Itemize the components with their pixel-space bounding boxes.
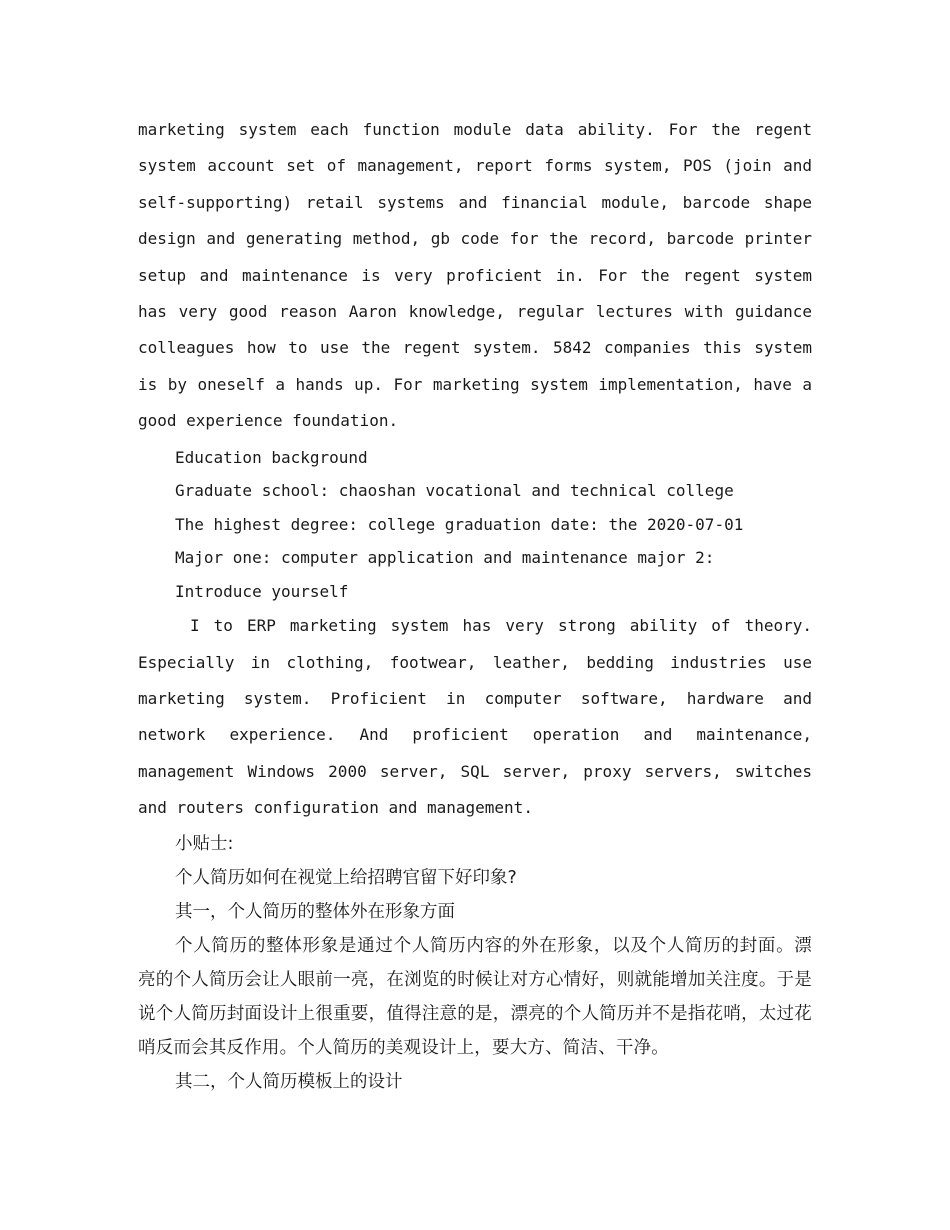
- education-major: Major one: computer application and maintenance major 2:: [175, 548, 715, 568]
- tips-question: 个人简历如何在视觉上给招聘官留下好印象?: [175, 867, 517, 888]
- intro-heading: Introduce yourself: [175, 581, 349, 601]
- intro-paragraph: I to ERP marketing system has very strong ability of theory. Especially in clothing, footwear, leather, bedding industries use marketing system. Proficient in computer software, hardware and network experience. And proficient operation and maintenance, management Windows 2000 server, SQL server, proxy servers, switches and routers configuration and management.: [138, 616, 812, 818]
- tips-point2-title: 其二，个人简历模板上的设计: [175, 1071, 403, 1092]
- tips-label: 小贴士:: [175, 833, 234, 854]
- education-heading: Education background: [175, 447, 368, 467]
- education-school: Graduate school: chaoshan vocational and technical college: [175, 481, 734, 501]
- page-content: [138, 112, 812, 1099]
- education-degree: The highest degree: college graduation date: the 2020-07-01: [175, 514, 744, 534]
- experience-paragraph: marketing system each function module data ability. For the regent system account set of management, report forms system, POS (join and self-supporting) retail systems and financial module, barcode shape design and generating method, gb code for the record, barcode printer setup and maintenance is very proficient in. For the regent system has very good reason Aaron knowledge, regular lectures with guidance colleagues how to use the regent system. 5842 companies this system is by oneself a hands up. For marketing system implementation, have a good experience foundation.: [138, 120, 812, 431]
- tips-point1-title: 其一，个人简历的整体外在形象方面: [175, 901, 455, 922]
- tips-point1-body: 个人简历的整体形象是通过个人简历内容的外在形象，以及个人简历的封面。漂亮的个人简历会让人眼前一亮，在浏览的时候让对方心情好，则就能增加关注度。于是说个人简历封面设计上很重要，值得注意的是，漂亮的个人简历并不是指花哨，太过花哨反而会其反作用。个人简历的美观设计上，要大方、简洁、干净。: [138, 935, 812, 1058]
